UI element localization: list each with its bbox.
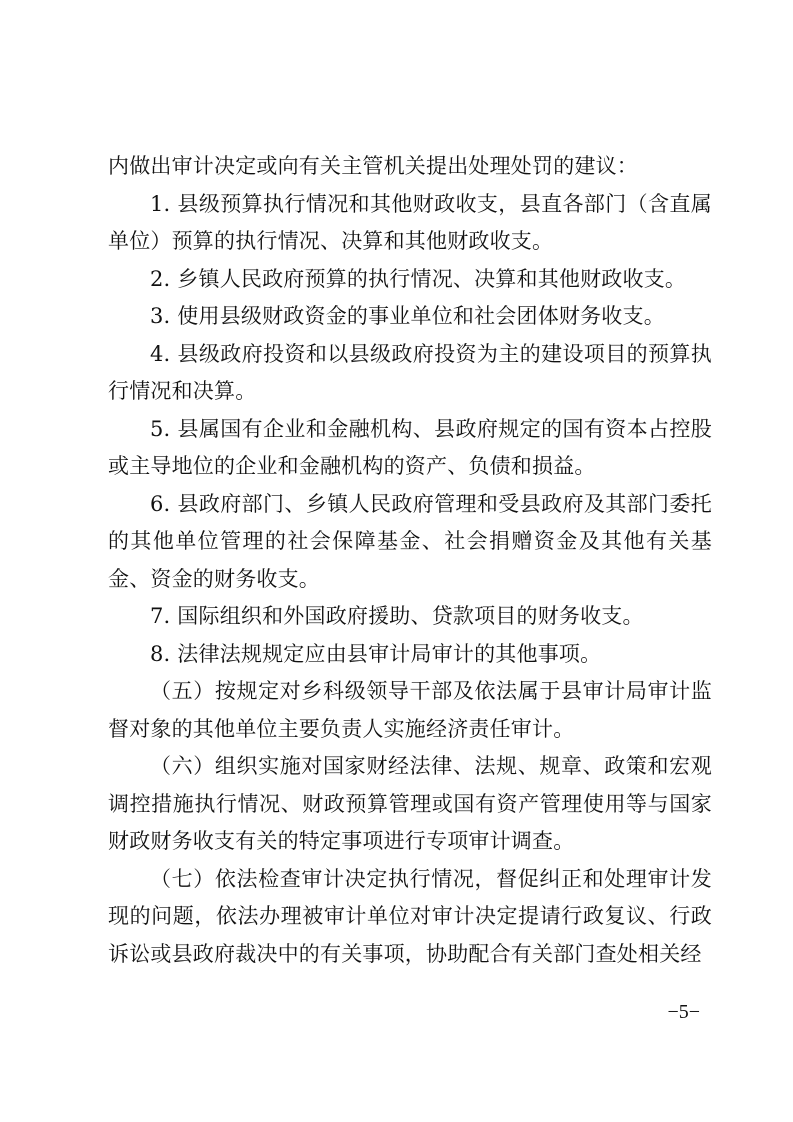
paragraph-item-2: 2. 乡镇人民政府预算的执行情况、决算和其他财政收支。	[150, 266, 687, 291]
paragraph-item-8: 8. 法律法规规定应由县审计局审计的其他事项。	[150, 641, 602, 666]
paragraph-section-6: （六）组织实施对国家财经法律、法规、规章、政策和宏观调控措施执行情况、财政预算管理或国有资产管理使用等与国家财政财务收支有关的特定事项进行专项审计调查。	[108, 754, 712, 853]
paragraph-item-6: 6. 县政府部门、乡镇人民政府管理和受县政府及其部门委托的其他单位管理的社会保障基金、社会捐赠资金及其他有关基金、资金的财务收支。	[108, 491, 712, 591]
paragraph-section-7: （七）依法检查审计决定执行情况，督促纠正和处理审计发现的问题，依法办理被审计单位对审计决定提请行政复议、行政诉讼或县政府裁决中的有关事项，协助配合有关部门查处相关经	[108, 866, 712, 966]
paragraph-continuation: 内做出审计决定或向有关主管机关提出处理处罚的建议：	[108, 154, 638, 178]
paragraph-item-7: 7. 国际组织和外国政府援助、贷款项目的财务收支。	[150, 604, 644, 628]
paragraph-item-1: 1. 县级预算执行情况和其他财政收支，县直各部门（含直属单位）预算的执行情况、决算和其他财政收支。	[108, 191, 712, 253]
paragraph-section-5: （五）按规定对乡科级领导干部及依法属于县审计局审计监督对象的其他单位主要负责人实施经济责任审计。	[108, 679, 712, 741]
page-number: −5−	[667, 1001, 700, 1023]
paragraph-item-5: 5. 县属国有企业和金融机构、县政府规定的国有资本占控股或主导地位的企业和金融机构的资产、负债和损益。	[108, 416, 712, 478]
document-body	[108, 148, 712, 973]
paragraph-item-4: 4. 县级政府投资和以县级政府投资为主的建设项目的预算执行情况和决算。	[108, 341, 712, 403]
paragraph-item-3: 3. 使用县级财政资金的事业单位和社会团体财务收支。	[150, 304, 665, 328]
